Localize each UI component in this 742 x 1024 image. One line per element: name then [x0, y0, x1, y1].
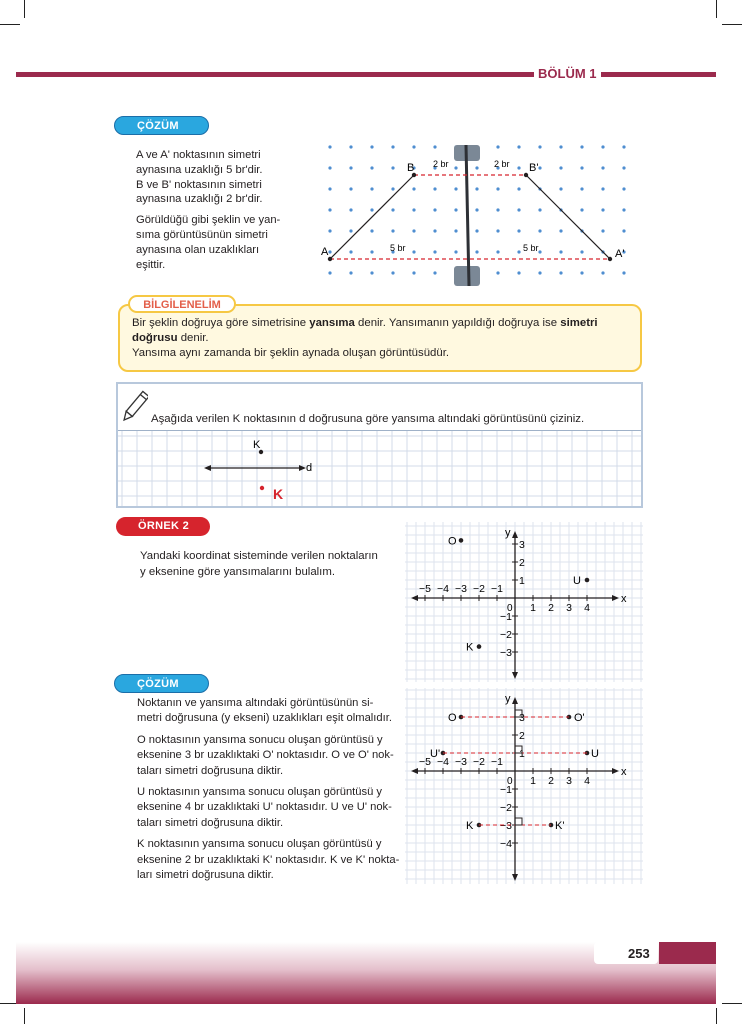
solution1-paragraph-2: Görüldüğü gibi şeklin ve yan- sıma görüntüsünün simetri aynasına olan uzaklıkları eşittir. [136, 214, 281, 271]
point-u [585, 578, 590, 583]
exercise-grid [118, 430, 641, 506]
info-text: Bir şeklin doğruya göre simetrisine yansıma denir. Yansımanın yapıldığı doğruya ise simetri doğrusu denir. Yansıma aynı zamanda bir şeklin aynada oluşan görüntüsüdür. [132, 317, 598, 359]
exercise-answer-label: K [273, 486, 284, 502]
y-axis-arrow-down [512, 874, 518, 881]
distance-b: 2 br [433, 159, 449, 169]
x-tick-label: 2 [548, 602, 554, 614]
coordinate-graph-example [405, 522, 643, 682]
exercise-box [116, 382, 643, 508]
distance-b-prime: 2 br [494, 159, 510, 169]
x-tick-label: −5 [419, 756, 431, 768]
x-tick-label: −4 [437, 583, 449, 595]
pencil-icon [122, 388, 148, 426]
x-tick-label: −2 [473, 583, 485, 595]
point-b-prime [524, 173, 528, 177]
y-tick-label: −2 [500, 629, 512, 641]
x-tick-label: 4 [584, 775, 590, 787]
point-o [459, 538, 464, 543]
header-rule-right [601, 72, 716, 77]
x-tick-label: 1 [530, 602, 536, 614]
x-tick-label: −1 [491, 583, 503, 595]
solution1-text [136, 148, 306, 278]
solution2-text [137, 696, 407, 889]
y-tick-label: 2 [519, 730, 525, 742]
x-tick-label: 3 [566, 602, 572, 614]
y-tick-label: −1 [500, 784, 512, 796]
x-tick-label: 2 [548, 775, 554, 787]
x-axis-arrow-left [411, 768, 418, 774]
distance-a: 5 br [390, 243, 406, 253]
y-tick-label: −3 [500, 647, 512, 659]
label-b-prime: B' [529, 162, 539, 174]
page-number-block [659, 942, 716, 964]
point-label-u: U [573, 575, 581, 587]
point-label-o-prime: O' [574, 712, 585, 724]
exercise-label-k: K [253, 439, 261, 451]
x-tick-label: 4 [584, 602, 590, 614]
distance-a-prime: 5 br [523, 243, 539, 253]
y-axis-label: y [505, 693, 511, 705]
point-k [477, 644, 482, 649]
y-tick-label: −1 [500, 611, 512, 623]
solution2-paragraph-4: K noktasının yansıma sonucu oluşan görüntüsü y eksenine 2 br uzaklıktaki K' noktasıdır. K ve K' nokta- ları simetri doğrusuna diktir. [137, 838, 400, 882]
x-axis-arrow-left [411, 595, 418, 601]
solution1-paragraph-1: A ve A' noktasının simetri aynasına uzaklığı 5 br'dir. B ve B' noktasının simetri aynasına uzaklığı 2 br'dir. [136, 149, 263, 206]
x-tick-label: −2 [473, 756, 485, 768]
point-label-k: K [466, 820, 474, 832]
solution2-paragraph-2: O noktasının yansıma sonucu oluşan görüntüsü y eksenine 3 br uzaklıktaki O' noktasıdır. O ve O' nok- taları simetri doğrusuna diktir. [137, 733, 394, 777]
origin-label: 0 [507, 603, 513, 614]
point-label-o: O [448, 712, 457, 724]
y-tick-label: −4 [500, 838, 512, 850]
example2-text: Yandaki koordinat sisteminde verilen noktaların y eksenine göre yansımalarını bulalım. [140, 550, 378, 578]
exercise-instruction: Aşağıda verilen K noktasının d doğrusuna göre yansıma altındaki görüntüsünü çiziniz. [151, 413, 585, 425]
y-axis-label: y [505, 527, 511, 539]
y-axis-arrow [512, 697, 518, 704]
solution2-paragraph-3: U noktasının yansıma sonucu oluşan görüntüsü y eksenine 4 br uzaklıktaki U' noktasıdır. U ve U' nok- taları simetri doğrusuna diktir. [137, 786, 392, 829]
solution2-badge: ÇÖZÜM [114, 674, 209, 693]
solution-badge: ÇÖZÜM [114, 116, 209, 135]
y-tick-label: −2 [500, 802, 512, 814]
dot-grid [328, 145, 640, 274]
label-a-prime: A' [615, 248, 625, 260]
x-tick-label: −5 [419, 583, 431, 595]
page-number: 253 [628, 946, 650, 961]
y-tick-label: 3 [519, 539, 525, 551]
y-tick-label: 2 [519, 557, 525, 569]
point-label-k-prime: K' [555, 820, 565, 832]
x-tick-label: 3 [566, 775, 572, 787]
header-rule [16, 72, 534, 77]
y-tick-label: 1 [519, 575, 525, 587]
info-tag: BİLGİLENELİM [128, 295, 236, 313]
label-a: A [321, 246, 329, 258]
x-axis-arrow [612, 768, 619, 774]
mirror-stand [454, 145, 480, 286]
mirror-figure [320, 140, 640, 290]
chapter-title: BÖLÜM 1 [538, 66, 597, 81]
y-tick-label: −3 [500, 820, 512, 832]
point-label-u-prime: U' [430, 748, 441, 760]
x-tick-label: −3 [455, 756, 467, 768]
y-tick-label: 3 [519, 712, 525, 724]
x-tick-label: −4 [437, 756, 449, 768]
example-badge: ÖRNEK 2 [116, 517, 210, 536]
origin-label: 0 [507, 776, 513, 787]
y-axis-arrow-down [512, 672, 518, 679]
label-b: B [407, 162, 415, 174]
x-tick-label: 1 [530, 775, 536, 787]
point-label-u: U [591, 748, 599, 760]
point-a-prime [608, 257, 612, 261]
coordinate-graph-solution [405, 688, 643, 884]
exercise-answer-point [260, 486, 264, 490]
x-tick-label: −1 [491, 756, 503, 768]
segment-bprime-aprime [526, 175, 610, 259]
exercise-label-d: d [306, 462, 313, 474]
point-label-k: K [466, 641, 474, 654]
point-label-o: O [448, 535, 457, 548]
right-angle-mark [515, 818, 522, 825]
x-axis-label: x [621, 593, 627, 605]
x-tick-label: −3 [455, 583, 467, 595]
solution2-paragraph-1: Noktanın ve yansıma altındaki görüntüsünün si- metri doğrusuna (y ekseni) uzaklıkları eşit olmalıdır. [137, 697, 392, 725]
x-axis-arrow [612, 595, 619, 601]
x-axis-label: x [621, 766, 627, 778]
point-a [328, 257, 332, 261]
y-tick-label: 1 [519, 748, 525, 760]
